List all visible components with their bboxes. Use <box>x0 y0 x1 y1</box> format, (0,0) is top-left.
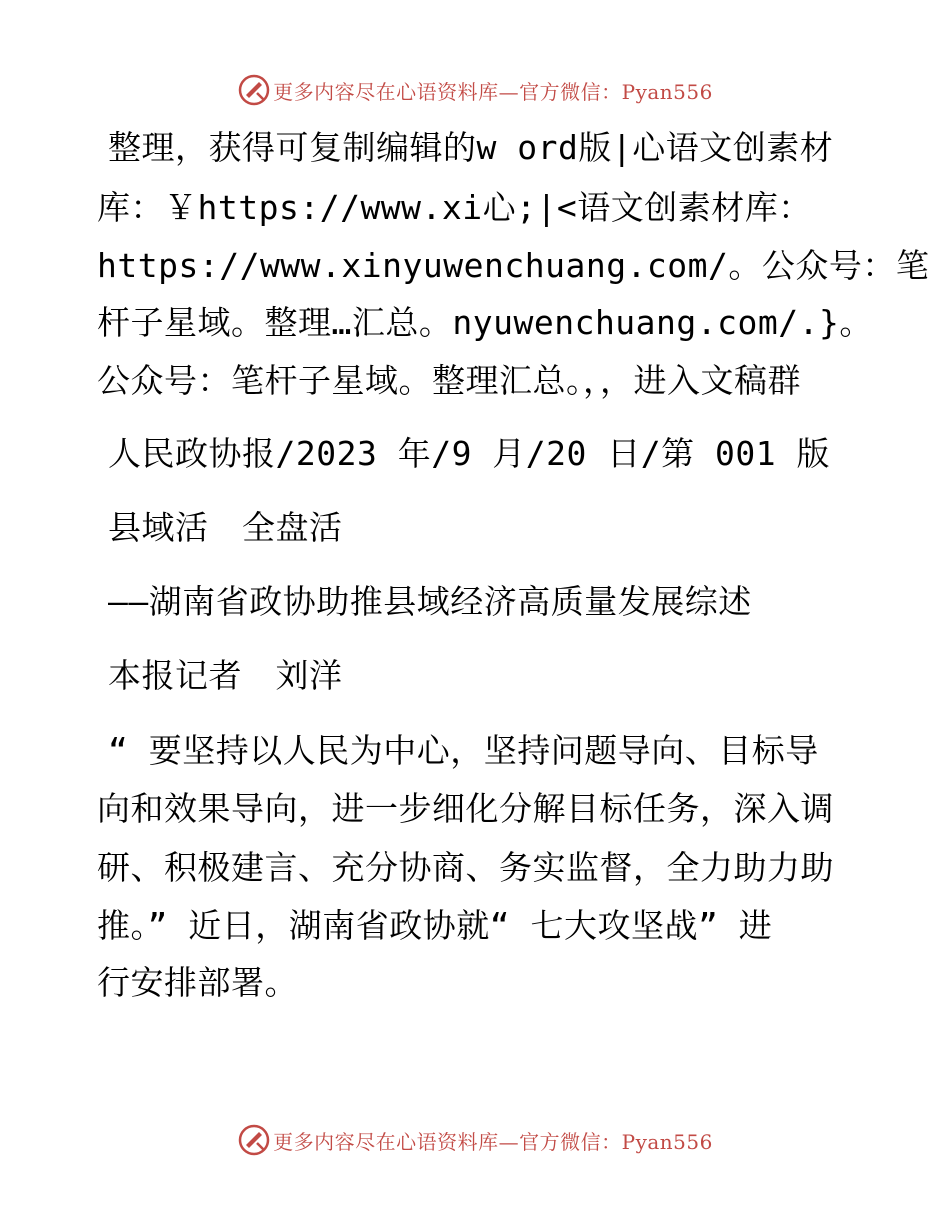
article-subtitle: ——湖南省政协助推县域经济高质量发展综述 <box>108 582 752 621</box>
article-source: 人民政协报/2023 年/9 月/20 日/第 001 版 <box>108 434 830 473</box>
article-byline: 本报记者 刘洋 <box>108 656 343 695</box>
watermark-text: 更多内容尽在心语资料库—官方微信：Pyan556 <box>273 1129 713 1154</box>
body-line: 研、积极建言、充分协商、务实监督，全力助力助 <box>97 848 834 887</box>
brand-logo-icon <box>237 1123 271 1157</box>
brand-logo-icon <box>237 73 271 107</box>
intro-line: 公众号：笔杆子星域。整理汇总。，，进入文稿群 <box>97 361 801 400</box>
article-title: 县域活 全盘活 <box>108 508 343 547</box>
body-line: “ 要坚持以人民为中心，坚持问题导向、目标导 <box>108 731 819 770</box>
intro-line: 整理，获得可复制编辑的w ord版|心语文创素材 <box>108 128 834 167</box>
intro-line: 库：￥https://www.xi心;|<语文创素材库： <box>97 188 812 227</box>
watermark-text: 更多内容尽在心语资料库—官方微信：Pyan556 <box>273 79 713 104</box>
watermark-banner-bottom <box>0 1120 950 1160</box>
body-line: 向和效果导向，进一步细化分解目标任务，深入调 <box>97 789 834 828</box>
body-line: 推。” 近日，湖南省政协就“ 七大攻坚战” 进 <box>97 906 773 945</box>
intro-line: https://www.xinyuwenchuang.com/。公众号：笔 <box>97 246 930 285</box>
body-line: 行安排部署。 <box>97 963 298 1002</box>
watermark-banner-top <box>0 70 950 110</box>
intro-line: 杆子星域。整理…汇总。nyuwenchuang.com/.}。 <box>97 303 873 342</box>
